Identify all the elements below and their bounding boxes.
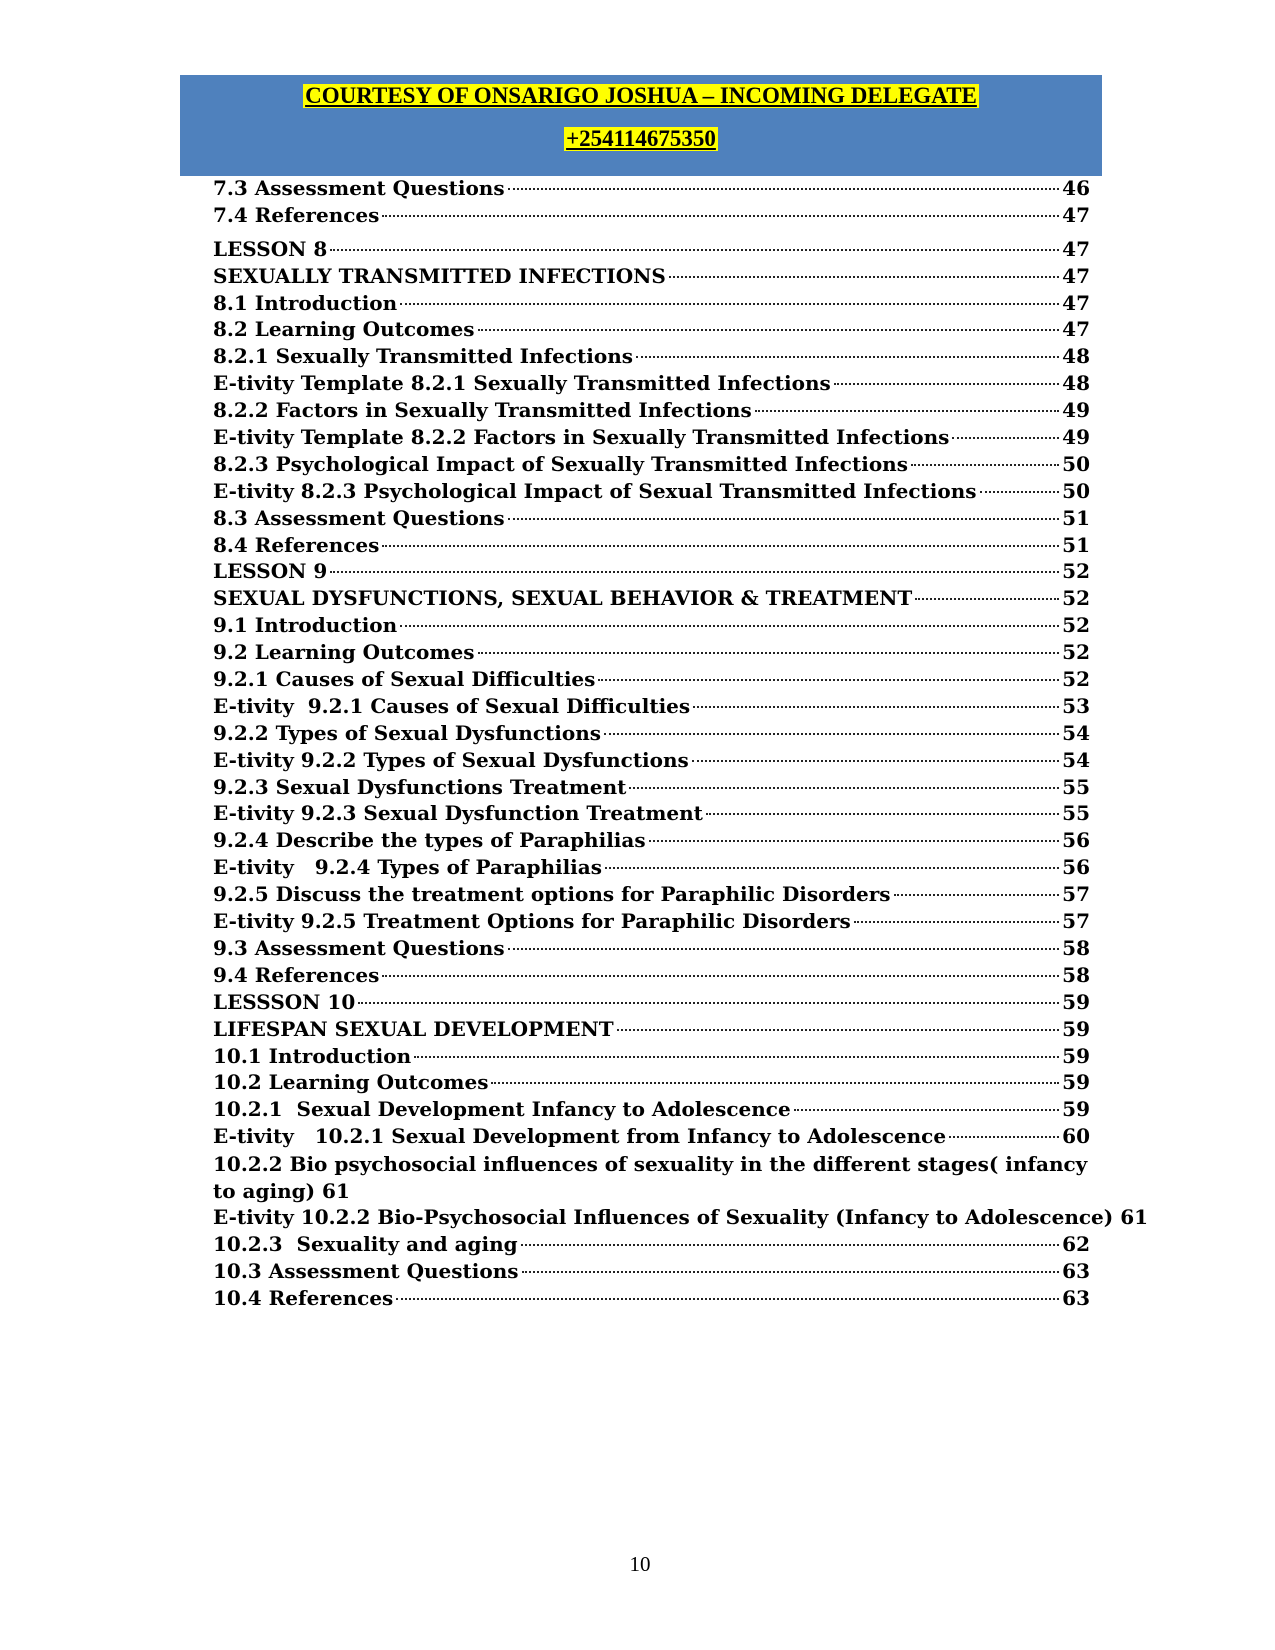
banner-phone-number: +254114675350 (566, 126, 716, 151)
dot-leader (330, 249, 1059, 251)
toc-entry[interactable] (213, 586, 1090, 613)
toc-entry-page: 62 (1062, 1231, 1090, 1256)
toc-entry-title: 9.3 Assessment Questions (213, 935, 505, 960)
dot-leader (693, 706, 1059, 708)
dot-leader (521, 1244, 1060, 1246)
table-of-contents (213, 176, 1149, 1312)
toc-entry-title: E-tivity 9.2.2 Types of Sexual Dysfunctions (213, 747, 689, 772)
toc-entry-page: 47 (1062, 290, 1090, 315)
toc-entry-page: 47 (1062, 263, 1090, 288)
toc-entry-page: 59 (1062, 1016, 1090, 1041)
toc-entry-page: 52 (1062, 586, 1090, 611)
toc-entry[interactable] (213, 694, 1090, 721)
toc-entry-page: 48 (1062, 344, 1090, 369)
toc-entry[interactable] (213, 936, 1090, 963)
toc-entry-title: 8.2.3 Psychological Impact of Sexually Transmitted Infections (213, 451, 908, 476)
toc-entry[interactable] (213, 1044, 1090, 1071)
toc-entry-title: 9.2.2 Types of Sexual Dysfunctions (213, 720, 601, 745)
toc-entry-title: 9.1 Introduction (213, 613, 398, 638)
toc-entry-title: 9.4 References (213, 962, 380, 987)
toc-entry[interactable] (213, 317, 1090, 344)
toc-entry-page: 59 (1062, 1097, 1090, 1122)
toc-entry-title: 9.2.1 Causes of Sexual Difficulties (213, 667, 596, 692)
toc-entry[interactable] (213, 963, 1090, 990)
toc-entry-title: LIFESPAN SEXUAL DEVELOPMENT (213, 1016, 614, 1041)
dot-leader (915, 598, 1059, 600)
dot-leader (894, 894, 1060, 896)
toc-entry-page: 47 (1062, 317, 1090, 342)
toc-entry-page: 57 (1062, 909, 1090, 934)
toc-entry-page: 52 (1062, 667, 1090, 692)
dot-leader (508, 188, 1060, 190)
toc-entry[interactable] (213, 855, 1090, 882)
toc-entry[interactable] (213, 613, 1090, 640)
dot-leader (491, 1082, 1059, 1084)
toc-entry-page: 59 (1062, 1070, 1090, 1095)
toc-entry[interactable] (213, 291, 1090, 318)
toc-entry-page: 56 (1062, 828, 1090, 853)
toc-entry-title: E-tivity 9.2.1 Causes of Sexual Difficulties (213, 693, 691, 718)
toc-entry-title: 9.2 Learning Outcomes (213, 640, 475, 665)
toc-entry[interactable] (213, 398, 1090, 425)
toc-entry-title: 8.2 Learning Outcomes (213, 317, 475, 342)
toc-entry[interactable] (213, 721, 1090, 748)
dot-leader (478, 652, 1060, 654)
dot-leader (949, 1136, 1059, 1138)
toc-entry-title: E-tivity 9.2.3 Sexual Dysfunction Treatment (213, 801, 703, 826)
toc-entry[interactable] (213, 176, 1090, 203)
toc-entry-page: 63 (1062, 1285, 1090, 1310)
dot-leader (952, 437, 1059, 439)
toc-entry-page: 52 (1062, 613, 1090, 638)
toc-entry-title: 9.2.5 Discuss the treatment options for Paraphilic Disorders (213, 882, 891, 907)
toc-tail-entries (213, 1232, 1090, 1313)
toc-entry[interactable] (213, 237, 1090, 264)
dot-leader (755, 410, 1059, 412)
dot-leader (911, 464, 1059, 466)
toc-entry-page: 53 (1062, 693, 1090, 718)
toc-entry-title: 8.2.1 Sexually Transmitted Infections (213, 344, 634, 369)
toc-entry[interactable] (213, 990, 1090, 1017)
toc-entry-title: E-tivity 9.2.5 Treatment Options for Paraphilic Disorders (213, 909, 851, 934)
dot-leader (834, 383, 1059, 385)
toc-entry[interactable] (213, 264, 1090, 291)
dot-leader (617, 1029, 1060, 1031)
toc-entry-page: 50 (1062, 478, 1090, 503)
banner-courtesy-text: COURTESY OF ONSARIGO JOSHUA – INCOMING DELEGATE (305, 83, 977, 108)
toc-entry-no-leader[interactable]: E-tivity 10.2.2 Bio-Psychosocial Influences of Sexuality (Infancy to Adolescence) 61 (213, 1204, 1149, 1229)
dot-leader (605, 867, 1059, 869)
dot-leader (396, 1298, 1059, 1300)
dot-leader (669, 276, 1059, 278)
dot-leader (604, 733, 1059, 735)
toc-entry[interactable] (213, 1097, 1090, 1124)
dot-leader (330, 571, 1059, 573)
toc-entry-title: SEXUALLY TRANSMITTED INFECTIONS (213, 263, 666, 288)
toc-entry[interactable] (213, 1232, 1090, 1259)
toc-entry[interactable] (213, 1070, 1090, 1097)
toc-entry-title: 9.2.3 Sexual Dysfunctions Treatment (213, 774, 627, 799)
toc-entry-page: 63 (1062, 1258, 1090, 1283)
toc-entry-page: 54 (1062, 747, 1090, 772)
toc-entry-title: E-tivity 10.2.1 Sexual Development from Infancy to Adolescence (213, 1124, 947, 1149)
toc-entry-title: 10.2.1 Sexual Development Infancy to Adolescence (213, 1097, 791, 1122)
toc-entry-title: E-tivity 8.2.3 Psychological Impact of Sexual Transmitted Infections (213, 478, 977, 503)
courtesy-banner (180, 75, 1102, 176)
dot-leader (649, 840, 1060, 842)
toc-entry-page: 59 (1062, 989, 1090, 1014)
toc-entry-page: 55 (1062, 801, 1090, 826)
dot-leader (358, 1002, 1059, 1004)
toc-entry-title: 10.4 References (213, 1285, 394, 1310)
toc-entry-title: SEXUAL DYSFUNCTIONS, SEXUAL BEHAVIOR & TREATMENT (213, 586, 913, 611)
toc-entry-page: 58 (1062, 935, 1090, 960)
dot-leader (522, 1271, 1060, 1273)
toc-entry-title: 8.3 Assessment Questions (213, 505, 505, 530)
dot-leader (382, 545, 1059, 547)
toc-entry-page: 58 (1062, 962, 1090, 987)
dot-leader (636, 356, 1059, 358)
page-number (0, 1552, 1275, 1577)
dot-leader (400, 625, 1059, 627)
dot-leader (794, 1109, 1059, 1111)
toc-entry[interactable] (213, 775, 1090, 802)
toc-entry[interactable] (213, 667, 1090, 694)
toc-entry-page: 59 (1062, 1043, 1090, 1068)
toc-entry-page: 51 (1062, 532, 1090, 557)
dot-leader (706, 813, 1059, 815)
dot-leader (854, 921, 1059, 923)
toc-entry-title: E-tivity Template 8.2.1 Sexually Transmitted Infections (213, 371, 831, 396)
toc-entry[interactable] (213, 344, 1090, 371)
dot-leader (478, 329, 1060, 331)
toc-entry[interactable] (213, 640, 1090, 667)
toc-entry-page: 51 (1062, 505, 1090, 530)
toc-entry[interactable] (213, 452, 1090, 479)
toc-entry-title: 7.4 References (213, 202, 380, 227)
toc-entry[interactable] (213, 371, 1090, 398)
toc-entry[interactable] (213, 479, 1090, 506)
toc-entry-title: 7.3 Assessment Questions (213, 176, 505, 200)
toc-entry-page: 49 (1062, 398, 1090, 423)
toc-entry[interactable] (213, 506, 1090, 533)
toc-entry-page: 60 (1062, 1124, 1090, 1149)
dot-leader (508, 948, 1060, 950)
toc-entry[interactable] (213, 203, 1090, 230)
toc-entry[interactable] (213, 559, 1090, 586)
toc-entry-title: 8.1 Introduction (213, 290, 398, 315)
toc-entry-title: E-tivity 9.2.4 Types of Paraphilias (213, 855, 602, 880)
toc-entry-title: 10.3 Assessment Questions (213, 1258, 519, 1283)
dot-leader (980, 491, 1060, 493)
toc-entry[interactable] (213, 801, 1090, 828)
toc-entry[interactable] (213, 1259, 1090, 1286)
toc-entry-title: LESSON 9 (213, 559, 328, 584)
toc-entry[interactable] (213, 882, 1090, 909)
toc-entry[interactable] (213, 909, 1090, 936)
toc-entry-title: 8.2.2 Factors in Sexually Transmitted Infections (213, 398, 752, 423)
dot-leader (400, 303, 1059, 305)
toc-entry-page: 47 (1062, 202, 1090, 227)
page-number-text: 10 (629, 1552, 651, 1576)
toc-entry[interactable] (213, 828, 1090, 855)
toc-entry[interactable] (213, 533, 1090, 560)
toc-entry-title: E-tivity Template 8.2.2 Factors in Sexually Transmitted Infections (213, 425, 950, 450)
toc-entry-page: 54 (1062, 720, 1090, 745)
toc-entry-title: LESSSON 10 (213, 989, 356, 1014)
dot-leader (598, 679, 1059, 681)
toc-entry[interactable] (213, 1124, 1090, 1151)
toc-entry-page: 49 (1062, 425, 1090, 450)
toc-entry-title: 9.2.4 Describe the types of Paraphilias (213, 828, 646, 853)
toc-entry-page: 57 (1062, 882, 1090, 907)
toc-entry[interactable] (213, 1286, 1090, 1313)
toc-entry-page: 56 (1062, 855, 1090, 880)
dot-leader (508, 518, 1060, 520)
toc-entry-page: 50 (1062, 451, 1090, 476)
toc-entry-title: 10.1 Introduction (213, 1043, 412, 1068)
dot-leader (382, 215, 1059, 217)
dot-leader (692, 760, 1059, 762)
toc-entry-title: 10.2 Learning Outcomes (213, 1070, 489, 1095)
toc-entry-page: 52 (1062, 640, 1090, 665)
toc-main-entries (213, 176, 1090, 1151)
toc-entry[interactable] (213, 425, 1090, 452)
toc-wrapped-entry[interactable]: 10.2.2 Bio psychosocial influences of sexuality in the different stages( infancy to aging) 61 (213, 1152, 1088, 1203)
dot-leader (629, 787, 1059, 789)
toc-entry-page: 47 (1062, 236, 1090, 261)
toc-entry-page: 48 (1062, 371, 1090, 396)
toc-entry-page: 52 (1062, 559, 1090, 584)
toc-entry[interactable] (213, 1017, 1090, 1044)
toc-entry-title: 8.4 References (213, 532, 380, 557)
dot-leader (414, 1056, 1059, 1058)
toc-entry-page: 46 (1062, 176, 1090, 200)
toc-entry-page: 55 (1062, 774, 1090, 799)
toc-entry-title: 10.2.3 Sexuality and aging (213, 1231, 518, 1256)
toc-entry[interactable] (213, 748, 1090, 775)
toc-entry-title: LESSON 8 (213, 236, 328, 261)
dot-leader (382, 975, 1059, 977)
